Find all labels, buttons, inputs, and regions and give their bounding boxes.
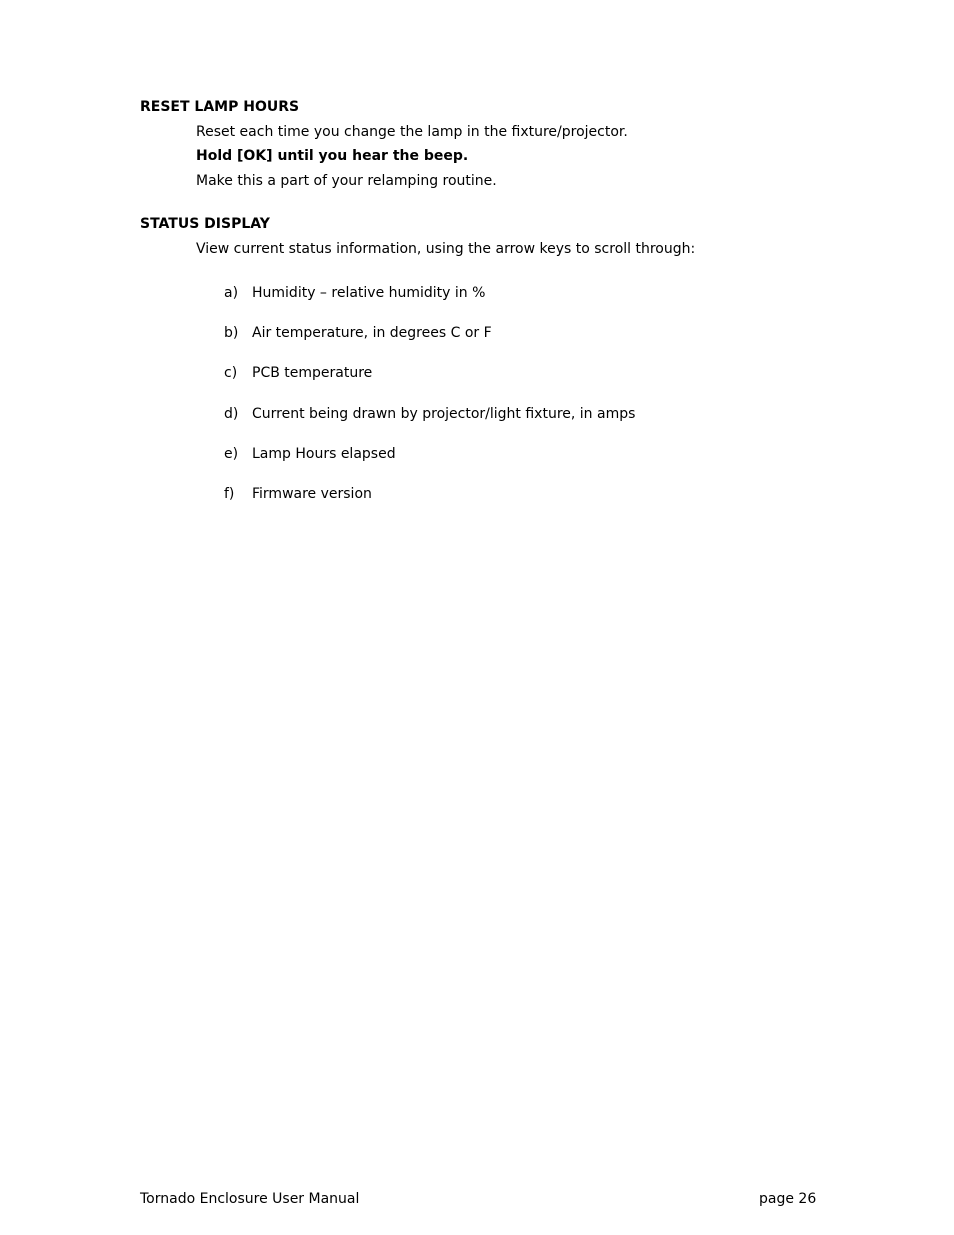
list-marker: a) [224,285,239,301]
list-marker: c) [224,365,238,381]
list-item [224,405,635,423]
list-item [224,324,492,342]
section-heading-reset-lamp-hours: RESET LAMP HOURS [140,99,300,115]
list-item-text: Current being drawn by projector/light fixture, in amps [252,406,636,422]
list-item [224,284,485,302]
list-item-text: Air temperature, in degrees C or F [252,325,492,341]
list-marker: e) [224,446,239,462]
list-item-text: Lamp Hours elapsed [252,446,396,462]
list-marker: d) [224,406,239,422]
reset-hold-ok-line: Hold [OK] until you hear the beep. [196,148,469,164]
list-item-text: Humidity – relative humidity in % [252,285,486,301]
section-heading-status-display: STATUS DISPLAY [140,216,270,232]
list-item [224,485,372,503]
list-item [224,445,396,463]
reset-instruction-line: Reset each time you change the lamp in the fixture/projector. [196,124,628,140]
list-item-text: Firmware version [252,486,372,502]
list-marker: b) [224,325,239,341]
list-item [224,364,372,382]
list-item-text: PCB temperature [252,365,373,381]
reset-routine-line: Make this a part of your relamping routine. [196,173,497,189]
footer-document-title: Tornado Enclosure User Manual [140,1191,360,1207]
status-intro-line: View current status information, using the arrow keys to scroll through: [196,241,696,257]
footer-page-number: page 26 [759,1191,817,1207]
list-marker: f) [224,486,235,502]
